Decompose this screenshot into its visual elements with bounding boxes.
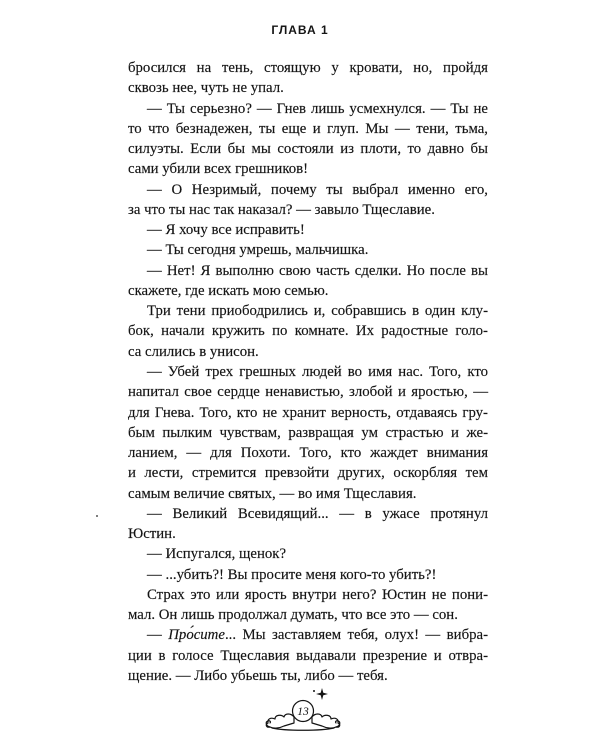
scan-speck [96, 515, 98, 517]
text-fragment: ... Мы заставляем тебя, олух! — вибра- [224, 627, 488, 644]
text-line: самым величие святых, — во имя Тщеславия. [128, 485, 417, 502]
sparkle-star-icon [316, 688, 328, 700]
page-number-ornament [260, 686, 344, 732]
text-line: ции в голосе Тщеславия выдавали презрение и отвра- [128, 647, 488, 664]
paragraph [128, 220, 488, 240]
paragraph [128, 240, 488, 260]
paragraph [128, 504, 488, 545]
text-line: — ...убить?! Вы просите меня кого-то убить?! [147, 566, 437, 583]
dialogue-dash: — [147, 627, 169, 644]
text-line: щение. — Либо убьешь ты, либо — тебя. [128, 667, 388, 684]
paragraph [128, 180, 488, 221]
text-line: скажете, где искать мою семью. [128, 282, 329, 299]
text-line: — Ты сегодня умрешь, мальчишка. [147, 242, 369, 259]
text-line: са слились в унисон. [128, 343, 259, 360]
paragraph [128, 544, 488, 564]
text-line: — О Незримый, почему ты выбрал именно его, [147, 181, 488, 198]
text-line: напитал свое сердце ненавистью, злобой и яростью, — [128, 384, 488, 401]
paragraph [128, 99, 488, 180]
body-text [128, 58, 488, 686]
text-line: сквозь нее, чуть не упал. [128, 80, 284, 97]
paragraph [128, 301, 488, 362]
paragraph [128, 585, 488, 626]
paragraph [128, 261, 488, 302]
text-line: и лести, стремится превзойти других, оскорбляя тем [128, 465, 488, 482]
text-line: Три тени приободрились и, собравшись в один клу- [147, 303, 488, 320]
text-line: сами убили всех грешников! [128, 161, 309, 178]
emphasized-word: Про́сите [168, 627, 225, 644]
text-line: ланием, — для Похоти. Того, кто жаждет внимания [128, 445, 488, 462]
sparkle-dot-icon [313, 690, 315, 692]
ornament-underline [272, 728, 334, 730]
text-line: Юстин. [128, 526, 176, 543]
paragraph [128, 362, 488, 504]
text-line: бросился на тень, стоящую у кровати, но, пройдя [128, 60, 488, 76]
text-line: за что ты нас так наказал? — завыло Тщеславие. [128, 201, 435, 218]
text-line: мал. Он лишь продолжал думать, что все это — сон. [128, 607, 458, 624]
text-line: Страх это или ярость внутри него? Юстин не пони- [147, 586, 488, 603]
text-line: — Нет! Я выполню свою часть сделки. Но после вы [147, 262, 488, 279]
page-number: 13 [297, 706, 309, 718]
text-line: силуэты. Если бы мы состояли из плоти, то давно бы [128, 141, 488, 158]
text-line: — Ты серьезно? — Гнев лишь усмехнулся. — Ты не [147, 100, 488, 117]
paragraph [128, 565, 488, 585]
text-line: — Убей трех грешных людей во имя нас. Того, кто [147, 363, 488, 380]
text-line: — Великий Всевидящий... — в ужасе протянул [147, 505, 488, 522]
text-line: — Испугался, щенок? [147, 546, 287, 563]
chapter-heading: ГЛАВА 1 [271, 23, 329, 37]
text-line: то что безнадежен, ты еще и глуп. Мы — тени, тьма, [128, 120, 488, 137]
text-line [128, 625, 488, 645]
paragraph [128, 625, 488, 686]
paragraph [128, 58, 488, 99]
text-line: для Гнева. Того, кто не хранит верность, отдаваясь гру- [128, 404, 488, 421]
text-line: бым пылким чувствам, развращая ум страстью и же- [128, 424, 488, 441]
text-line: бок, начали кружить по комнате. Их радостные голо- [128, 323, 488, 340]
text-line: — Я хочу все исправить! [147, 222, 305, 239]
